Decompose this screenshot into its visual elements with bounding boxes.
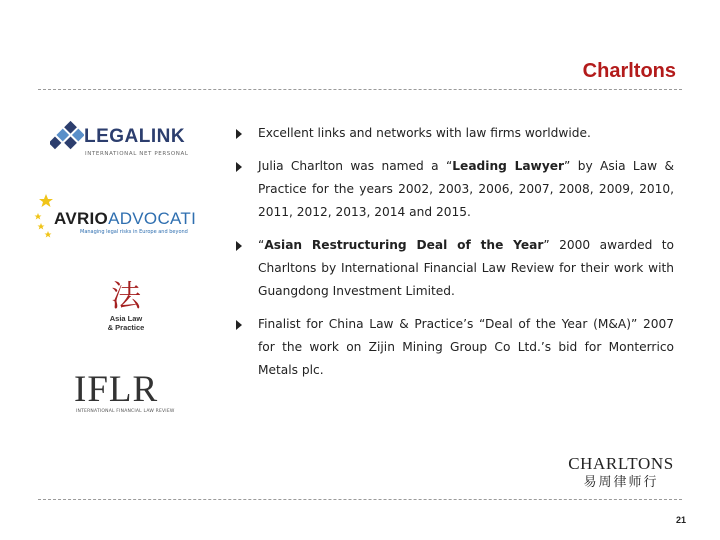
bullet-text-bold: Leading Lawyer	[452, 159, 565, 173]
firm-name: CHARLTONS	[568, 454, 674, 473]
iflr-name: IFLR	[74, 369, 159, 410]
avrio-name-part1: AVRIO	[54, 209, 109, 228]
asia-law-name-line1: Asia Law	[109, 314, 143, 323]
page-title: Charltons	[582, 60, 676, 82]
triangle-bullet-icon	[236, 241, 242, 251]
bullet-text: Finalist for China Law & Practice’s “Deal of the Year (M&A)” 2007 for the work on Zijin Mining Group Co Ltd.’s bid for Monterrico Metals plc.	[258, 317, 674, 377]
legalink-mark-icon	[50, 120, 84, 160]
legalink-name: LEGALINK	[84, 126, 186, 147]
charltons-footer-logo	[556, 454, 686, 498]
avrio-advocati-logo	[34, 193, 204, 241]
triangle-bullet-icon	[236, 320, 242, 330]
bullet-text-pre: Julia Charlton was named a “	[258, 159, 453, 173]
legalink-logo	[50, 120, 190, 162]
bullet-text-bold: Asian Restructuring Deal of the Year	[264, 238, 544, 252]
asia-law-practice-logo	[96, 280, 156, 348]
bullet-text-pre: “	[258, 238, 265, 252]
list-item	[232, 234, 674, 303]
top-divider	[38, 89, 682, 90]
asia-law-character: 法	[111, 279, 141, 314]
triangle-bullet-icon	[236, 162, 242, 172]
list-item	[232, 122, 674, 145]
list-item	[232, 155, 674, 224]
avrio-tagline: Managing legal risks in Europe and beyond	[80, 229, 188, 235]
bullet-text-post: ” 2000 awarded to Charltons by International Financial Law Review for their work with Guangdong Investment Limited.	[258, 238, 674, 298]
triangle-bullet-icon	[236, 129, 242, 139]
bullet-text-post: ” by Asia Law & Practice for the years 2002, 2003, 2006, 2007, 2008, 2009, 2010, 2011, 2012, 2013, 2014 and 2015.	[258, 159, 675, 219]
legalink-tagline: INTERNATIONAL NET PERSONAL	[85, 151, 189, 157]
bottom-divider	[38, 499, 682, 500]
iflr-logo	[74, 369, 184, 416]
achievements-list	[232, 122, 674, 392]
asia-law-name-line2: & Practice	[107, 323, 145, 332]
firm-name-chinese: 易周律师行	[583, 475, 659, 490]
avrio-name	[54, 209, 196, 229]
page-number: 21	[675, 515, 686, 525]
list-item	[232, 313, 674, 382]
iflr-tagline: INTERNATIONAL FINANCIAL LAW REVIEW	[76, 409, 175, 414]
bullet-text: Excellent links and networks with law firms worldwide.	[258, 126, 591, 140]
avrio-name-part2: ADVOCATI	[108, 209, 197, 228]
